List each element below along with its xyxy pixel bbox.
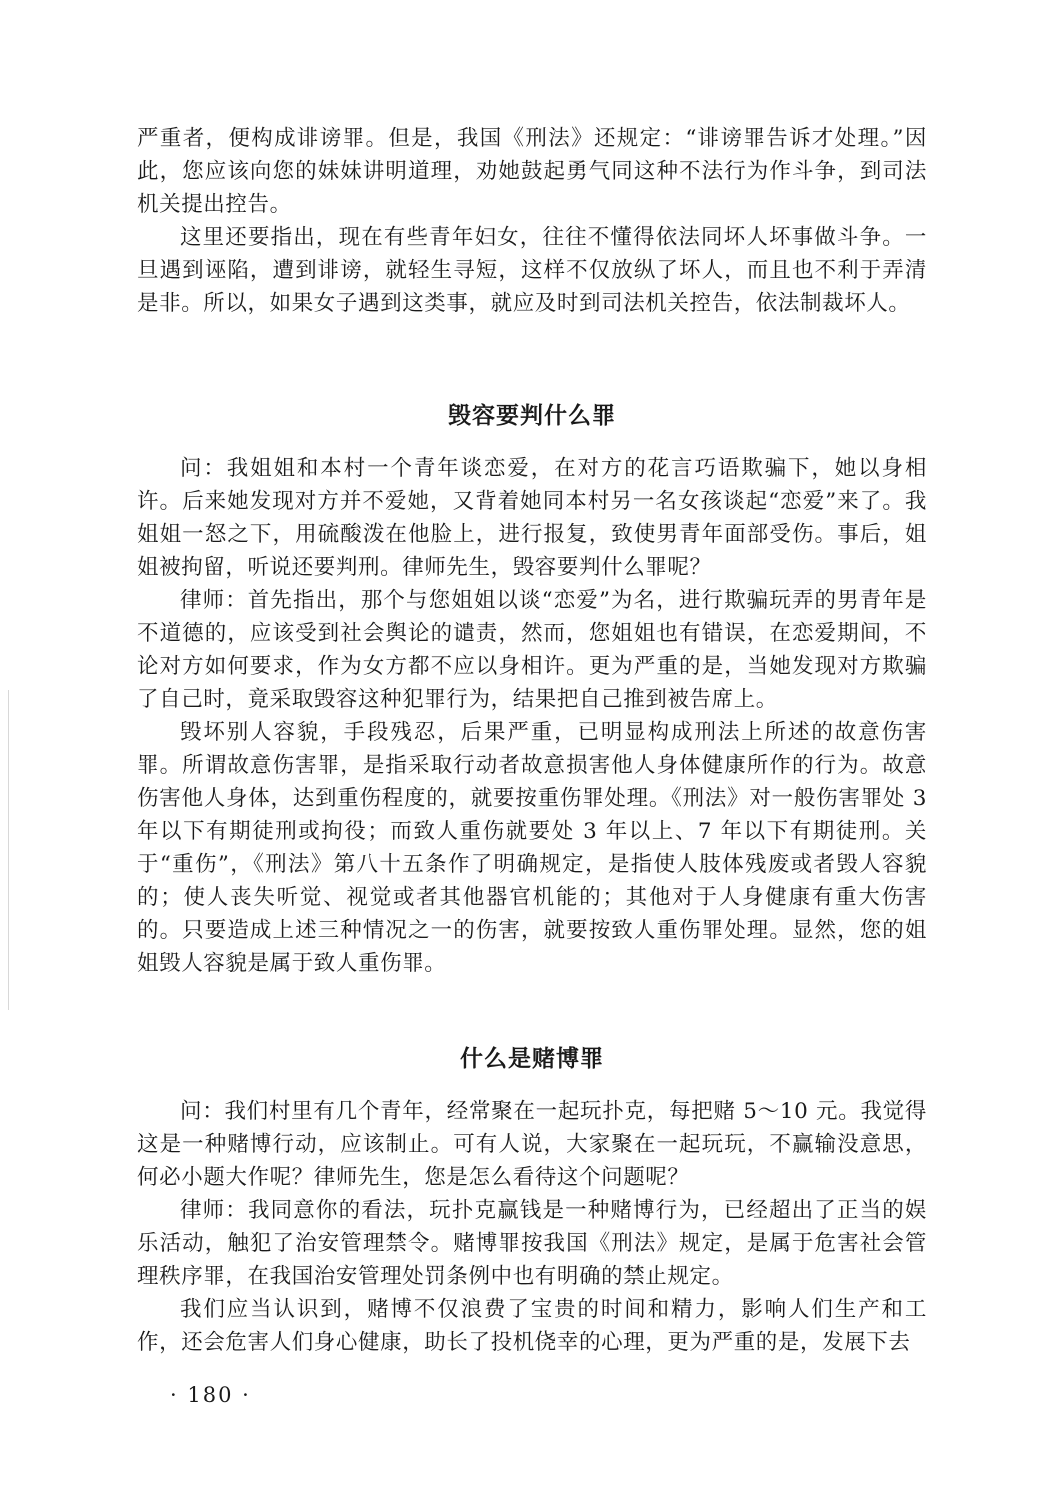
- question-paragraph: 问：我们村里有几个青年，经常聚在一起玩扑克，每把赌 5～10 元。我觉得这是一种赌博行动，应该制止。可有人说，大家聚在一起玩玩，不赢输没意思，何必小题大作呢？律师先生，您是怎么看待这个问题呢？: [137, 1099, 927, 1190]
- paragraph: 毁坏别人容貌，手段残忍，后果严重，已明显构成刑法上所述的故意伤害罪。所谓故意伤害罪，是指采取行动者故意损害他人身体健康所作的行为。故意伤害他人身体，达到重伤程度的，就要按重伤罪处理。《刑法》对一般伤害罪处 3 年以下有期徒刑或拘役；而致人重伤就要处 3 年以上、7 年以下有期徒刑。关于“重伤”，《刑法》第八十五条作了明确规定，是指使人肢体残废或者毁人容貌的；使人丧失听觉、视觉或者其他器官机能的；其他对于人身健康有重大伤害的。只要造成上述三种情况之一的伤害，就要按致人重伤罪处理。显然，您的姐姐毁人容貌是属于致人重伤罪。: [137, 720, 927, 976]
- section-title-gambling: 什么是赌博罪: [460, 1046, 604, 1072]
- paragraph: 我们应当认识到，赌博不仅浪费了宝贵的时间和精力，影响人们生产和工作，还会危害人们身心健康，助长了投机侥幸的心理，更为严重的是，发展下去: [137, 1297, 927, 1355]
- gambling-section: [137, 1095, 927, 1359]
- lawyer-answer-paragraph: 律师：首先指出，那个与您姐姐以谈“恋爱”为名，进行欺骗玩弄的男青年是不道德的，应该受到社会舆论的谴责，然而，您姐姐也有错误，在恋爱期间，不论对方如何要求，作为女方都不应以身相许。更为严重的是，当她发现对方欺骗了自己时，竟采取毁容这种犯罪行为，结果把自己推到被告席上。: [137, 588, 927, 712]
- lawyer-answer-paragraph: 律师：我同意你的看法，玩扑克赢钱是一种赌博行为，已经超出了正当的娱乐活动，触犯了治安管理禁令。赌博罪按我国《刑法》规定，是属于危害社会管理秩序罪，在我国治安管理处罚条例中也有明确的禁止规定。: [137, 1198, 927, 1289]
- paragraph-continued: 严重者，便构成诽谤罪。但是，我国《刑法》还规定：“诽谤罪告诉才处理。”因此，您应该向您的妹妹讲明道理，劝她鼓起勇气同这种不法行为作斗争，到司法机关提出控告。: [137, 126, 927, 217]
- question-paragraph: 问：我姐姐和本村一个青年谈恋爱，在对方的花言巧语欺骗下，她以身相许。后来她发现对方并不爱她，又背着她同本村另一名女孩谈起“恋爱”来了。我姐姐一怒之下，用硫酸泼在他脸上，进行报复，致使男青年面部受伤。事后，姐姐被拘留，听说还要判刑。律师先生，毁容要判什么罪呢？: [137, 456, 927, 580]
- disfigurement-section: [137, 452, 927, 980]
- scan-edge-line: [8, 690, 9, 1010]
- opening-text-block: [137, 122, 927, 320]
- page-number: · 180 ·: [170, 1383, 251, 1407]
- section-title-disfigurement: 毁容要判什么罪: [448, 403, 616, 429]
- paragraph: 这里还要指出，现在有些青年妇女，往往不懂得依法同坏人坏事做斗争。一旦遇到诬陷，遭到诽谤，就轻生寻短，这样不仅放纵了坏人，而且也不利于弄清是非。所以，如果女子遇到这类事，就应及时到司法机关控告，依法制裁坏人。: [137, 225, 927, 316]
